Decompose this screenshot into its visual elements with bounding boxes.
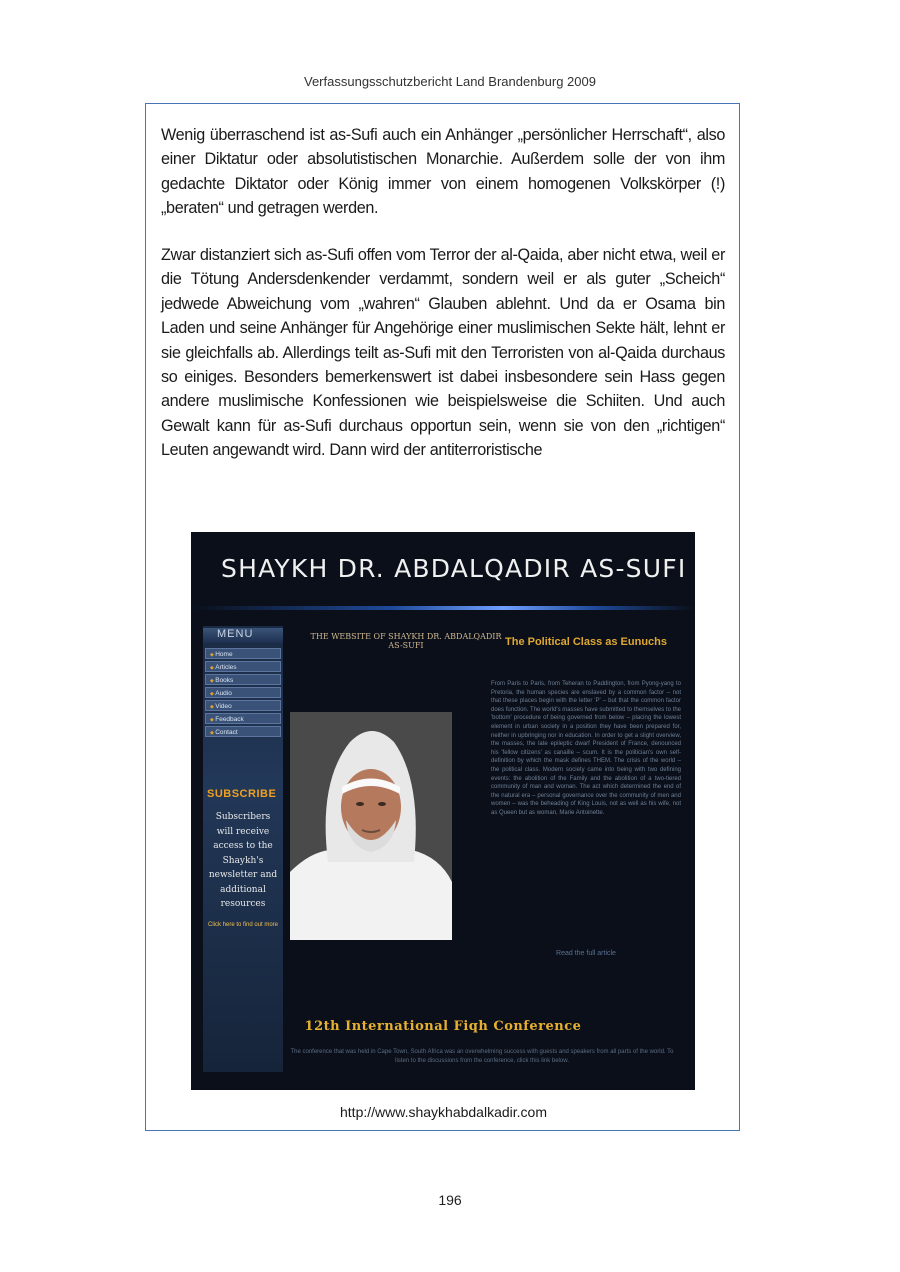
header-light-band xyxy=(191,606,695,610)
menu-item-home: ◆ Home xyxy=(205,648,281,659)
menu-item-video: ◆ Video xyxy=(205,700,281,711)
paragraph: Wenig überraschend ist as-Sufi auch ein Anhänger „persönlicher Herrschaft“, also einer Diktatur oder absolutistischen Monarchie. Außerdem solle der von ihm gedachte Diktator oder König immer von einem homogenen Volkskörper (!) „beraten“ und getragen werden. xyxy=(161,126,725,218)
menu-title: MENU xyxy=(203,628,283,643)
site-title: SHAYKH DR. ABDALQADIR AS-SUFI xyxy=(221,554,687,583)
subscribe-text: Subscribers will receive access to the Shaykh's newsletter and additional resources xyxy=(208,812,278,909)
conference-title: 12th International Fiqh Conference xyxy=(304,1019,582,1034)
running-header: Verfassungsschutzbericht Land Brandenburg 2009 xyxy=(304,74,596,89)
site-sidebar xyxy=(203,626,283,1072)
website-screenshot xyxy=(191,532,695,1090)
subscribe-title: SUBSCRIBE xyxy=(207,788,277,800)
conference-text: The conference that was held in Cape Town, South Africa was an overwhelming success with guests and speakers from all parts of the world. To listen to the discussions from the conference, click this link below. xyxy=(290,1049,674,1064)
menu-item-books: ◆ Books xyxy=(205,674,281,685)
site-menu xyxy=(205,648,281,739)
subscribe-link: Click here to find out more xyxy=(207,922,279,928)
menu-item-feedback: ◆ Feedback xyxy=(205,713,281,724)
screenshot-caption-url: http://www.shaykhabdalkadir.com xyxy=(340,1104,547,1120)
article-title: The Political Class as Eunuchs xyxy=(505,636,667,648)
menu-item-contact: ◆ Contact xyxy=(205,726,281,737)
page-number: 196 xyxy=(438,1192,462,1208)
portrait-photo xyxy=(290,712,452,940)
menu-item-articles: ◆ Articles xyxy=(205,661,281,672)
menu-item-audio: ◆ Audio xyxy=(205,687,281,698)
info-box xyxy=(145,103,740,1131)
article-text: From Paris to Paris, from Teheran to Paddington, from Pyong-yang to Pretoria, the human species are enslaved by a common factor – not that these places begin with the letter 'P' – but that the common factor does function. The world's masses have submitted to themselves to the 'bottom' procedure of being governed from below – placing the lowest element in urban society in a position they have been prepared for, neither in upbringing nor in education. In order to get a slight overview, the masses, the late epileptic dwarf President of France, denounced his 'fellow citizens' as canaille – scum. It is the politician's own self-definition by which the mask defines THEM. The crisis of the world – the political class. Modern society came into being with two defining events: the abolition of the Family and the abolition of a two-tiered community of man and woman. The act which determined the end of the natural era – personal governance over the community of men and women – was the beheading of King Louis, not as well as his wife, not as Queen but as woman, Marie Antoinette. xyxy=(491,681,681,816)
site-name: THE WEBSITE OF SHAYKH DR. ABDALQADIR AS-SUFI xyxy=(310,632,502,650)
portrait-image xyxy=(290,712,452,940)
read-more-link: Read the full article xyxy=(556,950,616,957)
paragraph: Zwar distanziert sich as-Sufi offen vom Terror der al-Qaida, aber nicht etwa, weil er die Tötung Andersdenkender verdammt, sondern weil er als guter „Scheich“ jedwede Abweichung vom „wahren“ Glauben ablehnt. Und da er Osama bin Laden und seine Anhänger für Angehörige einer muslimischen Sekte hält, lehnt er sie gleichfalls ab. Allerdings teilt as-Sufi mit den Terroristen von al-Qaida durchaus so einiges. Besonders bemerkenswert ist dabei insbesondere sein Hass gegen andere muslimische Konfessionen wie beispielsweise die Schiiten. Und auch Gewalt kann für as-Sufi durchaus opportun sein, wenn sie von den „richtigen“ Leuten angewandt wird. Dann wird der antiterroristische xyxy=(161,246,725,460)
